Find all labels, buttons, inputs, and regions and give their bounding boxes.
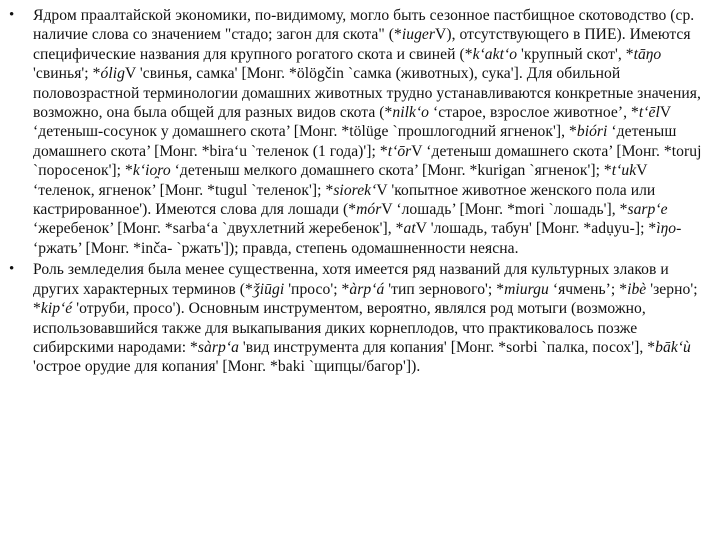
text-run: V), отсутствующего в ПИЕ). Имеются специфические названия для крупного рогатого скота и свиней (*	[33, 26, 691, 63]
text-run: 'просо'; *	[284, 280, 350, 298]
bullet-marker: •	[9, 261, 15, 278]
text-run: 'зерно'; *	[33, 280, 698, 318]
italic-term: sarp‘e	[627, 201, 668, 219]
paragraph-pastoralism	[33, 6, 712, 258]
text-run: ‘ячмень’; *	[548, 280, 628, 298]
italic-term: k‘akt‘o	[472, 45, 518, 63]
text-run: ‘жеребенок’ [Монг. *sarba‘a `двухлетний жеребенок'], *	[33, 220, 404, 238]
bullet-marker: •	[9, 7, 15, 23]
text-run: V ‘детеныш-сосунок у домашнего скота’ [Монг. *tölüge `прошлогодний ягненок'], *	[33, 104, 671, 141]
text-run: V ‘лошадь’ [Монг. *mori `лошадь'], *	[381, 201, 628, 219]
text-run: V 'свинья, самка' [Монг. *ölögčin `самка (животных), сука']. Для обильной половозрастной терминологии домашних животных трудно устанавливаются конкретные значения, возможно, она была общей для разных видов скота (*	[33, 65, 701, 122]
italic-term: t‘ēl	[638, 104, 660, 122]
italic-term: siorek‘	[333, 181, 377, 199]
italic-term: ólig	[100, 65, 125, 83]
italic-term: t‘ōr	[387, 142, 412, 160]
text-run: 'острое орудие для копания' [Монг. *baki `щипцы/багор']).	[33, 358, 421, 376]
italic-term: k‘io̯ro	[132, 162, 171, 180]
text-run: 'вид инструмента для копания' [Монг. *sorbi `палка, посох'], *	[238, 338, 656, 356]
text-run: 'свинья'; *	[33, 65, 101, 83]
text-run: V ‘детеныш домашнего скота’ [Монг. *toruj `поросенок']; *	[33, 142, 702, 180]
italic-term: sàrp‘a	[197, 338, 239, 356]
text-run: V 'копытное животное женского пола или кастрированное'). Имеются слова для лошади (*	[33, 181, 656, 219]
italic-term: at	[403, 220, 416, 238]
italic-term: àrp‘á	[349, 280, 385, 298]
italic-term: mór	[356, 201, 382, 219]
bullet-item-agriculture	[0, 260, 712, 376]
italic-term: ibè	[627, 280, 647, 298]
italic-term: ǯiūgi	[252, 280, 285, 298]
italic-term: t‘uk	[611, 162, 637, 180]
text-run: Роль земледелия была менее существенна, хотя имеется ряд названий для культурных злаков и других характерных терминов (*	[33, 261, 669, 298]
bullet-list	[0, 6, 712, 379]
text-run: ‘детеныш мелкого домашнего скота’ [Монг. *kurigan `ягненок']; *	[170, 162, 612, 180]
text-run: 'крупный скот', *	[517, 45, 634, 63]
italic-term: bāk‘ù	[655, 338, 691, 356]
bullet-item-pastoralism	[0, 6, 712, 258]
text-run: - ‘ржать’ [Монг. *inča- `ржать']); правда, степень одомашненности неясна.	[33, 220, 682, 257]
text-run: V ‘теленок, ягненок’ [Монг. *tugul `теленок']; *	[33, 162, 648, 199]
text-run: Ядром праалтайской экономики, по-видимому, могло быть сезонное пастбищное скотоводство (ср. наличие слова со значением "стадо; загон для скота" (*	[33, 7, 695, 44]
italic-term: nilk‘o	[392, 104, 430, 122]
paragraph-agriculture	[33, 260, 712, 376]
text-run: V 'лошадь, табун' [Монг. *adụyu-]; *	[415, 220, 657, 238]
italic-term: miurgu	[504, 280, 549, 298]
text-run: ‘старое, взрослое животное’, *	[429, 104, 639, 122]
text-run: ‘детеныш домашнего скота’ [Монг. *bira‘u `теленок (1 года)']; *	[33, 123, 677, 160]
italic-term: tāŋo	[633, 45, 662, 63]
italic-term: kip‘é	[40, 300, 73, 318]
italic-term: ìŋo	[656, 220, 677, 238]
text-run: 'отруби, просо'). Основным инструментом, вероятно, являлся род мотыги (возможно, использовавшийся также для выкапывания диких корнеплодов, что практиковалось позже сибирскими народами: *	[33, 300, 646, 356]
text-run: 'тип зернового'; *	[384, 280, 505, 298]
italic-term: iuger	[401, 26, 436, 44]
italic-term: bióri	[576, 123, 608, 141]
